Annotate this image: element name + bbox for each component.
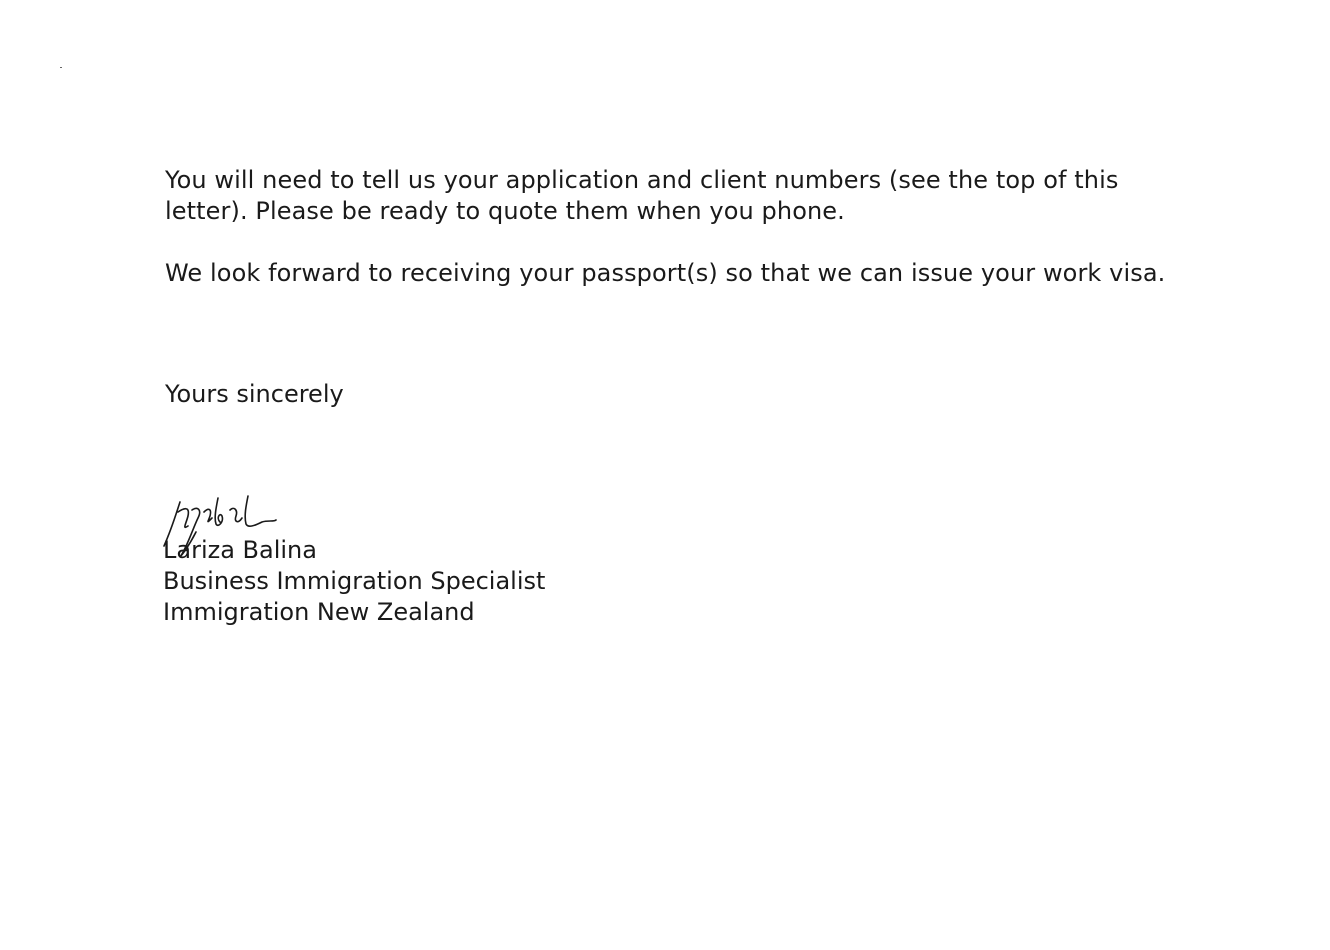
scan-speck [60, 67, 62, 68]
signature-block [163, 535, 545, 628]
signatory-name: Lariza Balina [163, 536, 317, 564]
signatory-title: Business Immigration Specialist [163, 567, 546, 595]
closing-salutation: Yours sincerely [165, 380, 344, 408]
signatory-organization: Immigration New Zealand [163, 598, 475, 626]
paragraph-passport: We look forward to receiving your passport(s) so that we can issue your work visa. [165, 259, 1166, 287]
paragraph-application-numbers: You will need to tell us your application and client numbers (see the top of this letter). Please be ready to quote them when you phone. [165, 166, 1119, 225]
